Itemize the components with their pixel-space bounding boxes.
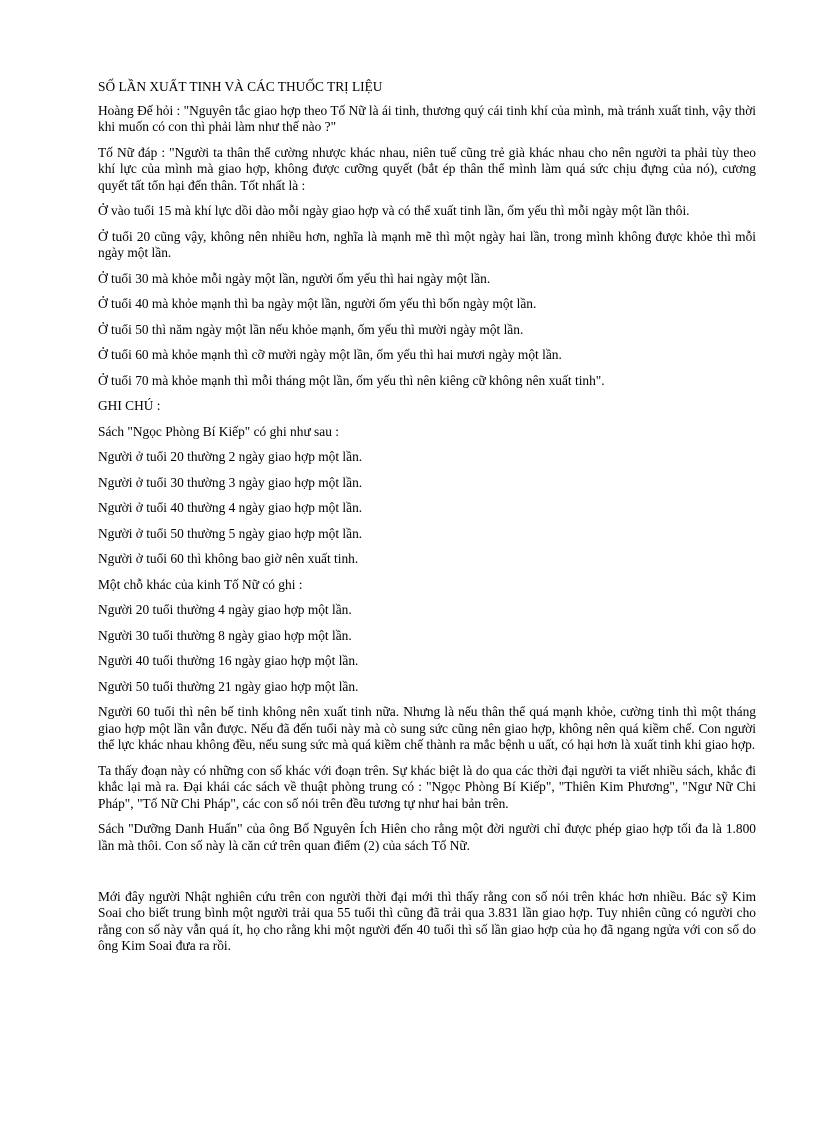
paragraph-11: Sách "Ngọc Phòng Bí Kiếp" có ghi như sau : [98, 423, 339, 439]
paragraph-20: Người 40 tuổi thường 16 ngày giao hợp một lần. [98, 653, 359, 669]
paragraph-15: Người ở tuổi 50 thường 5 ngày giao hợp một lần. [98, 525, 363, 541]
paragraph-19: Người 30 tuổi thường 8 ngày giao hợp một lần. [98, 627, 352, 643]
section-heading-ghi-chu: GHI CHÚ : [98, 398, 161, 414]
paragraph-22: Người 60 tuổi thì nên bế tinh không nên xuất tinh nữa. Nhưng là nếu thân thể quá mạnh khỏe, cường tinh thì một tháng giao hợp một lần vẫn được. Nếu đã đến tuổi này mà cò sung sức cũng nên giao hợp, không nên quá kiềm chế. Con người thể lực khác nhau không đều, nếu sung sức mà quá kiềm chế thành ra mắc bệnh u uất, có hại hơn là xuất tinh khi giao hợp. [98, 704, 756, 753]
final-paragraph: Mới đây người Nhật nghiên cứu trên con người thời đại mới thì thấy rằng con số nói trên khác hơn nhiều. Bác sỹ Kim Soai cho biết trung bình một người trải qua 55 tuổi thì cũng đã trải qua 3.831 lần giao hợp. Tuy nhiên cũng có người cho rằng con số này vẫn quá ít, họ cho rằng khi một người đến 40 tuổi thì số lần giao hợp của họ đã ngang ngửa với con số do ông Kim Soai đưa ra rồi. [98, 888, 756, 954]
paragraph-spacer [98, 864, 756, 889]
paragraph-14: Người ở tuổi 40 thường 4 ngày giao hợp một lần. [98, 500, 363, 516]
paragraph-1: Hoàng Đế hỏi : "Nguyên tắc giao hợp theo Tố Nữ là ái tinh, thương quý cái tinh khí của mình, mà tránh xuất tinh, vậy thời khi muốn có con thì phải làm như thế nào ?" [98, 102, 756, 135]
document-title: SỐ LẦN XUẤT TINH VÀ CÁC THUỐC TRỊ LIỆU [98, 79, 383, 94]
paragraph-8: Ở tuổi 60 mà khỏe mạnh thì cỡ mười ngày một lần, ốm yếu thì hai mươi ngày một lần. [98, 347, 562, 363]
paragraph-7: Ở tuổi 50 thì năm ngày một lần nếu khỏe mạnh, ốm yếu thì mười ngày một lần. [98, 321, 524, 337]
paragraph-16: Người ở tuổi 60 thì không bao giờ nên xuất tinh. [98, 551, 359, 567]
paragraph-9: Ở tuổi 70 mà khỏe mạnh thì mỗi tháng một lần, ốm yếu thì nên kiêng cữ không nên xuất tinh". [98, 372, 605, 388]
paragraph-23: Ta thấy đoạn này có những con số khác với đoạn trên. Sự khác biệt là do qua các thời đại người ta viết nhiều sách, khắc đi khắc lại mà ra. Đại khái các sách về thuật phòng trung có : "Ngọc Phòng Bí Kiếp", "Thiên Kim Phương", "Ngư Nữ Chi Pháp", "Tố Nữ Chi Pháp", các con số nói trên đều tương tự như hai bản trên. [98, 762, 756, 811]
paragraph-18: Người 20 tuổi thường 4 ngày giao hợp một lần. [98, 602, 352, 618]
paragraph-6: Ở tuổi 40 mà khỏe mạnh thì ba ngày một lần, người ốm yếu thì bốn ngày một lần. [98, 296, 537, 312]
paragraph-4: Ở tuổi 20 cũng vậy, không nên nhiều hơn, nghĩa là mạnh mẽ thì một ngày hai lần, trong mình không được khỏe thì mỗi ngày một lần. [98, 228, 756, 261]
document-page [98, 79, 756, 964]
paragraph-2: Tố Nữ đáp : "Người ta thân thể cường nhược khác nhau, niên tuế cũng trẻ già khác nhau cho nên người ta phải tùy theo khí lực của mình mà giao hợp, không được cưỡng quyết (bắt ép thân thể mình làm quá sức chịu đựng của nó), cương quyết tất tổn hại đến thân. Tốt nhất là : [98, 144, 756, 193]
paragraph-12: Người ở tuổi 20 thường 2 ngày giao hợp một lần. [98, 449, 363, 465]
paragraph-24: Sách "Dưỡng Danh Huấn" của ông Bố Nguyên Ích Hiên cho rằng một đời người chỉ được phép giao hợp tối đa là 1.800 lần mà thôi. Con số này là căn cứ trên quan điểm (2) của sách Tố Nữ. [98, 821, 756, 854]
paragraph-17: Một chỗ khác của kinh Tố Nữ có ghi : [98, 576, 303, 592]
paragraph-13: Người ở tuổi 30 thường 3 ngày giao hợp một lần. [98, 474, 363, 490]
paragraph-21: Người 50 tuổi thường 21 ngày giao hợp một lần. [98, 678, 359, 694]
paragraph-5: Ở tuổi 30 mà khỏe mỗi ngày một lần, người ốm yếu thì hai ngày một lần. [98, 270, 491, 286]
paragraph-3: Ở vào tuổi 15 mà khí lực dồi dào mỗi ngày giao hợp và có thể xuất tinh lần, ốm yếu thì mỗi ngày một lần thôi. [98, 203, 690, 219]
